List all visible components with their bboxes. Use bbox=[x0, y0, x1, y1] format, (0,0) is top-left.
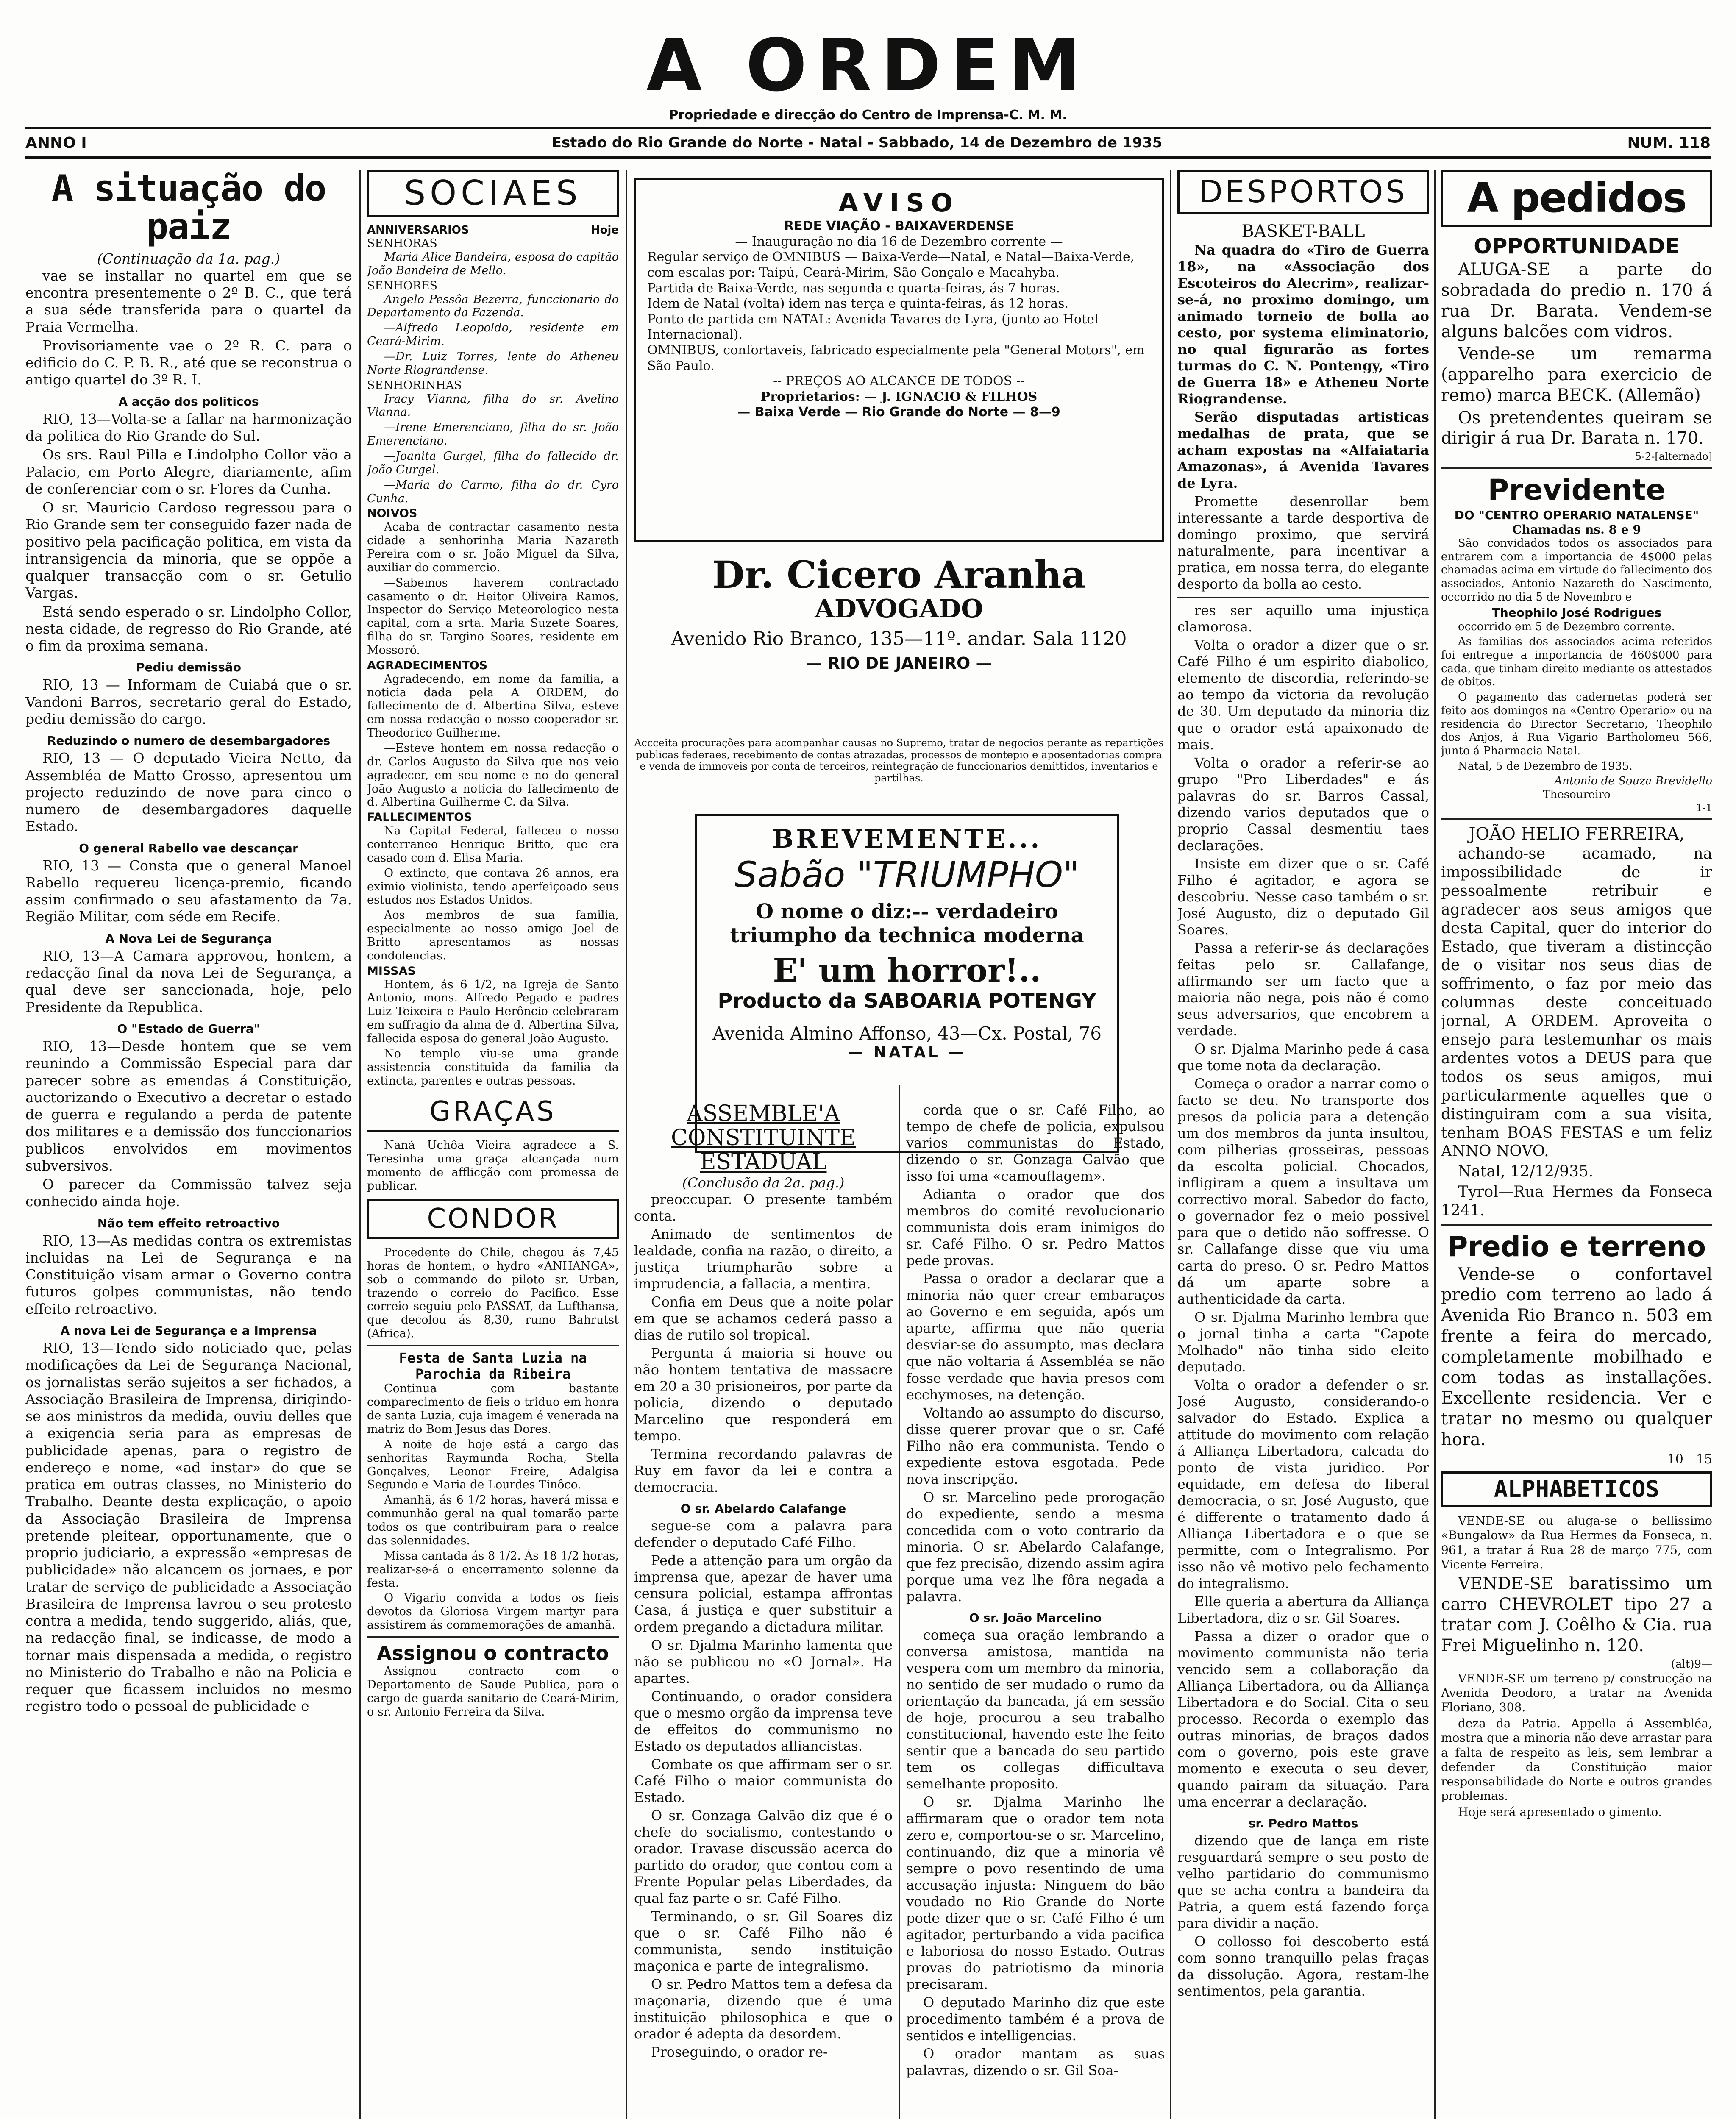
aviso-title: AVISO bbox=[838, 188, 960, 218]
paragraph: Maria Alice Bandeira, esposa do capitão João Bandeira de Mello. bbox=[367, 250, 619, 277]
aviso-line: Idem de Natal (volta) idem nas terça e quinta-feiras, ás 12 horas. bbox=[647, 296, 1069, 311]
issue-date: Estado do Rio Grande do Norte - Natal - Sabbado, 14 de Dezembro de 1935 bbox=[551, 134, 1163, 151]
paragraph: preoccupar. O presente também conta. bbox=[634, 1191, 893, 1224]
masthead bbox=[0, 24, 1736, 122]
ad-line: E' um horror!.. bbox=[773, 951, 1041, 989]
paragraph: Passa o orador a declarar que a minoria não quer crear embaraços ao Governo e em seguida, após um aparte, affirma que não queria desviar-se do assumpto, mas declara que não voltaria á Assembléa se não fosse verdade que havia presos com ecchymoses, na detenção. bbox=[906, 1271, 1165, 1403]
desportos-column bbox=[1177, 170, 1429, 2119]
paragraph: —Dr. Luiz Torres, lente do Atheneu Norte Riograndense. bbox=[367, 350, 619, 377]
lawyer-role: ADVOGADO bbox=[815, 594, 983, 624]
column-rule bbox=[359, 170, 361, 2119]
column-rule bbox=[899, 1085, 900, 2119]
paragraph: O deputado Marinho diz que este procedimento também é a prova de sentidos e intelligencias. bbox=[906, 1994, 1165, 2044]
paragraph: Missa cantada ás 8 1/2. Ás 18 1/2 horas, realizar-se-á o encerramento solenne da festa. bbox=[367, 1549, 619, 1590]
paragraph: Acaba de contractar casamento nesta cidade a senhorinha Maria Nazareth Pereira com o sr. João Miguel da Silva, auxiliar do commercio. bbox=[367, 520, 619, 574]
paragraph: O sr. Djalma Marinho lembra que o jornal tinha a carta "Capote Molhado" não tinha sido eleito deputado. bbox=[1177, 1309, 1429, 1375]
subheading: Hoje bbox=[590, 224, 619, 237]
paragraph: O sr. Djalma Marinho lamenta que não se publicou no «O Jornal». Ha apartes. bbox=[634, 1637, 893, 1686]
assemblea-article-continued bbox=[906, 1102, 1165, 2119]
aviso-line: Regular serviço de OMNIBUS — Baixa-Verde—Natal, e Natal—Baixa-Verde, com escalas por: Taipú, Ceará-Mirim, São Gonçalo e Macahyba. bbox=[647, 250, 1135, 280]
paragraph: Pede a attenção para um orgão da imprensa que, apezar de haver uma censura policial, estampa affrontas Casa, á justiça e quer substituir a ordem pregando a dictadura militar. bbox=[634, 1552, 893, 1635]
paragraph: —Alfredo Leopoldo, residente em Ceará-Mirim. bbox=[367, 321, 619, 348]
paragraph: No templo viu-se uma grande assistencia constituida da familia da extincta, parentes e outras pessoas. bbox=[367, 1047, 619, 1087]
paragraph: Elle queria a abertura da Alliança Libertadora, diz o sr. Gil Soares. bbox=[1177, 1593, 1429, 1627]
paragraph: Vende-se um remarma (apparelho para exercicio de remo) marca BECK. (Allemão) bbox=[1441, 344, 1712, 405]
issue-number: NUM. 118 bbox=[1627, 134, 1711, 152]
subheading: A acção dos politicos bbox=[118, 394, 259, 409]
paragraph: RIO, 13 — Informam de Cuiabá que o sr. Vandoni Barros, secretario geral do Estado, pediu demissão do cargo. bbox=[25, 676, 352, 727]
subheading: Pediu demissão bbox=[136, 660, 242, 675]
paragraph: O orador mantam as suas palavras, dizendo o sr. Gil Soa- bbox=[906, 2045, 1165, 2078]
paragraph: A noite de hoje está a cargo das senhoritas Raymunda Rocha, Stella Gonçalves, Leonor Freire, Adalgisa Segundo e Maria de Lourdes Tinôco. bbox=[367, 1438, 619, 1492]
aviso-line: — Baixa Verde — Rio Grande do Norte — 8—9 bbox=[737, 405, 1060, 420]
paragraph: RIO, 13 — Consta que o general Manoel Rabello requereu licença-premio, ficando assim confirmado o seu afastamento da 7a. Região Militar, com séde em Recife. bbox=[25, 857, 352, 925]
condor-header: CONDOR bbox=[367, 1199, 619, 1239]
paragraph: Combate os que affirmam ser o sr. Café Filho o maior communista do Estado. bbox=[634, 1756, 893, 1805]
subheading: Reduzindo o numero de desembargadores bbox=[47, 734, 331, 748]
ad-line: Producto da SABOARIA POTENGY bbox=[718, 989, 1096, 1013]
paragraph: achando-se acamado, na impossibilidade de ir pessoalmente retribuir e agradecer aos seus amigos que desta Capital, quer do interior do Estado, que tiveram a distincção de o visitar nos seus dias de soffrimento, o faz por meio das columnas deste conceituado jornal, A ORDEM. Aproveita o ensejo para testemunhar os mais ardentes votos a DEUS para que todos os seus amigos, mui particularmente aquelles que o distinguiram com a sua visita, tenham BOAS FESTAS e um feliz ANNO NOVO. bbox=[1441, 845, 1712, 1160]
paragraph: Procedente do Chile, chegou ás 7,45 horas de hontem, o hydro «ANHANGA», sob o commando do piloto sr. Urban, trazendo o correio do Pacifico. Esse correio seguiu pelo PASSAT, da Lufthansa, que decolou ás 8,30, rumo Bahrutst (Africa). bbox=[367, 1246, 619, 1340]
paragraph: Provisoriamente vae o 2º R. C. para o edificio do C. P. B. R., até que se reconstrua o antigo quartel do 3º R. I. bbox=[25, 337, 352, 388]
paragraph: RIO, 13—As medidas contra os extremistas incluidas na Lei de Segurança e na Constituição visam armar o Governo contra futuros golpes communistas, não tendo effeito retroactivo. bbox=[25, 1232, 352, 1317]
subheading: sr. Pedro Mattos bbox=[1248, 1816, 1358, 1830]
ad-ref: 10—15 bbox=[1667, 1452, 1712, 1467]
lawyer-address: Avenido Rio Branco, 135—11º. andar. Sala 1120 bbox=[671, 628, 1127, 650]
ad-line: Sabão "TRIUMPHO" bbox=[734, 854, 1079, 895]
headline: A situação do paiz bbox=[51, 170, 326, 248]
person-name: JOÃO HELIO FERREIRA, bbox=[1469, 824, 1685, 844]
subheading: Previdente bbox=[1488, 473, 1666, 507]
continuation-note: (Conclusão da 2a. pag.) bbox=[682, 1174, 845, 1191]
continuation-note: (Continuação da 1a. pag.) bbox=[97, 250, 280, 267]
assignou-header: Assignou o contracto bbox=[377, 1641, 609, 1665]
assemblea-header: ASSEMBLE'A CONSTITUINTE ESTADUAL bbox=[671, 1102, 856, 1175]
ad-line: O nome o diz:-- verdadeiro triumpho da technica moderna bbox=[730, 900, 1084, 947]
paragraph: —Joanita Gurgel, filha do fallecido dr. João Gurgel. bbox=[367, 449, 619, 476]
subheading: BASKET-BALL bbox=[1241, 221, 1365, 241]
paragraph: O collosso foi descoberto está com sonno tranquillo pelas fraças da dissolução. Agora, restam-lhe sentimentos, pela garantia. bbox=[1177, 1933, 1429, 1999]
paragraph: As familias dos associados acima referidos foi entregue a importancia de 460$000 para cada, que tinham direito mediante os attestados de obitos. bbox=[1441, 635, 1712, 689]
paragraph: Passa a dizer o orador que o movimento communista não teria vencido sem a collaboração da Alliança Libertadora, ou da Alliança Libertadora e do Social. Cita o seu processo. Recorda o exemplo das outras minorias, de braços dados com o governo, pois este grave momento e executa o seu dever, quando pairam da situação. Para uma encerrar a declaração. bbox=[1177, 1628, 1429, 1810]
paragraph: Continua com bastante comparecimento de fieis o triduo em honra de santa Luzia, cuja imagem é venerada na matriz do Bom Jesus das Dores. bbox=[367, 1382, 619, 1436]
paragraph: ALUGA-SE a parte do sobradada do predio n. 170 á rua Dr. Barata. Vendem-se alguns balcões com vidros. bbox=[1441, 260, 1712, 342]
paragraph: O Vigario convida a todos os fieis devotos da Gloriosa Virgem martyr para assistirem ás commemorações de amanhã. bbox=[367, 1591, 619, 1632]
aranha-ad bbox=[634, 555, 1164, 733]
paragraph: Terminando, o sr. Gil Soares diz que o sr. Café Filho não é communista, sendo instituição maçonica e parte de integralismo. bbox=[634, 1908, 893, 1974]
paragraph: O extincto, que contava 26 annos, era eximio violinista, tendo aperfeiçoado seus estudos nos Estados Unidos. bbox=[367, 866, 619, 907]
paragraph: VENDE-SE baratissimo um carro CHEVROLET tipo 27 a tratar com J. Coêlho & Cia. rua Frei Miguelinho n. 120. bbox=[1441, 1574, 1712, 1656]
paragraph: Proseguindo, o orador re- bbox=[651, 2044, 828, 2061]
paragraph: Volta o orador a defender o sr. José Augusto, considerando-o salvador do Estado. Explica a attitude do movimento com relação á Alliança Libertadora, calcada do ponto de vista juridico. Por equidade, em defesa do liberal democracia, o sr. José Augusto, que é differente o tratamento dado á Alliança Libertadora e o que se permitte, com o Integralismo. Por isso não vê motivo pelo fechamento do integralismo. bbox=[1177, 1377, 1429, 1592]
paragraph: Natal, 12/12/935. bbox=[1458, 1163, 1594, 1181]
paragraph: RIO, 13—A Camara approvou, hontem, a redacção final da nova Lei de Segurança, a qual deve ser sanccionada, hoje, pelo Presidente da Republica. bbox=[25, 947, 352, 1015]
paragraph: Hontem, ás 6 1/2, na Igreja de Santo Antonio, mons. Alfredo Pegado e padres Luiz Teixeira e Paulo Herôncio celebraram em suffragio da alma de d. Albertina Silva, fallecida esposa do general João Augusto. bbox=[367, 978, 619, 1046]
ad-ref: 5-2-[alternado] bbox=[1635, 450, 1712, 463]
newspaper-title: A ORDEM bbox=[646, 24, 1090, 108]
paragraph: Está sendo esperado o sr. Lindolpho Collor, nesta cidade, de regresso do Rio Grande, até o fim da proxima semana. bbox=[25, 603, 352, 654]
paragraph: —Esteve hontem em nossa redacção o dr. Carlos Augusto da Silva que nos veio agradecer, em seu nome e no do general João Augusto a noticia do fallecimento de d. Albertina Guilherme C. da Silva. bbox=[367, 742, 619, 809]
paragraph: Passa a referir-se ás declarações feitas pelo sr. Callafange, affirmando ser um facto que a maioria não nega, pois não é como seus adversarios, que encobrem a verdade. bbox=[1177, 940, 1429, 1039]
paragraph: —Maria do Carmo, filha do dr. Cyro Cunha. bbox=[367, 478, 619, 505]
paragraph: Termina recordando palavras de Ruy em favor da lei e contra a democracia. bbox=[634, 1446, 893, 1496]
paragraph: occorrido em 5 de Dezembro corrente. bbox=[1458, 620, 1675, 633]
paragraph: Continuando, o orador considera que o mesmo orgão da imprensa teve de effeitos do communismo no Estado os deputados alliancistas. bbox=[634, 1688, 893, 1754]
column-rule bbox=[626, 170, 627, 2119]
signature-title: Thesoureiro bbox=[1543, 788, 1611, 801]
ad-ref: 1-1 bbox=[1696, 801, 1712, 814]
dateline-bar bbox=[25, 127, 1711, 159]
paragraph: Natal, 5 de Dezembro de 1935. bbox=[1458, 759, 1633, 773]
paragraph: Adianta o orador que dos membros do comité revolucionario communista dois eram inimigos do sr. Café Filho. O sr. Pedro Mattos pede provas. bbox=[906, 1186, 1165, 1269]
sociaes-header: SOCIAES bbox=[367, 170, 619, 217]
subheading: O "Estado de Guerra" bbox=[117, 1021, 260, 1036]
festa-header: Festa de Santa Luzia na Parochia da Ribeira bbox=[399, 1349, 587, 1382]
paragraph: O parecer da Commissão talvez seja conhecido ainda hoje. bbox=[25, 1176, 352, 1210]
subheading: AGRADECIMENTOS bbox=[367, 659, 488, 672]
subheading: MISSAS bbox=[367, 964, 416, 978]
subheading: SENHORINHAS bbox=[367, 378, 462, 392]
paragraph: VENDE-SE um terreno p/ construcção na Avenida Deodoro, a tratar na Avenida Floriano, 308. bbox=[1441, 1671, 1712, 1715]
lawyer-name: Dr. Cicero Aranha bbox=[712, 555, 1086, 597]
paragraph: RIO, 13—Tendo sido noticiado que, pelas modificações da Lei de Segurança Nacional, os jornalistas serão sujeitos a ser fichados, a Associação Brasileira de Imprensa, dirigindo-se aos ministros da medida, ouviu delles que a exigencia seria para as empresas de publicidade apenas, para o registro de endereço e nome, «ad instar» do que se pratica em outras classes, no Ministerio do Trabalho. Deante desta explicação, o apoio da Associação Brasileira de Imprensa pretende pleitear, opportunamente, que o proprio judiciario, a expressão «empresas de publicidade» não alcancem os jornaes, e por tratar de serviço de publicidade a Associação Brasileira de Imprensa lavrou o seu protesto contra a medida, tendo suggerido, aliás, que, na redacção final, se indicasse, de modo a tornar mais dispensada a medida, o registro no Ministerio do Trabalho e não na Policia e requer que ficassem incluidos no mesmo registro todo o pessoal de publicidade e bbox=[25, 1340, 352, 1715]
paragraph: —Sabemos haverem contractado casamento o dr. Heitor Oliveira Ramos, Inspector do Serviço Meteorologico nesta capital, com a srta. Maria Suzete Soares, filha do sr. Targino Soares, residente em Mossoró. bbox=[367, 576, 619, 657]
paragraph: Na quadra do «Tiro de Guerra 18», na «Associação dos Escoteiros do Alecrim», realizar-se-á, no proximo domingo, um animado torneio de bolla ao cesto, por systema eliminatorio, no qual figurarão as fortes turmas do C. N. Pontengy, «Tiro de Guerra 18» e Atheneu Norte Riograndense. bbox=[1177, 242, 1429, 407]
paragraph: Os pretendentes queiram se dirigir á rua Dr. Barata n. 170. bbox=[1441, 408, 1712, 448]
apedidos-header: A pedidos bbox=[1441, 170, 1712, 227]
paragraph: RIO, 13—Desde hontem que se vem reunindo a Commissão Especial para dar parecer sobre as emendas á Constituição, auctorizando o Executivo a decretar o estado de guerra e regulando a perda de patente dos militares e a demissão dos funccionarios publicos envolvidos em movimentos subversivos. bbox=[25, 1038, 352, 1174]
subheading: OPPORTUNIDADE bbox=[1474, 234, 1680, 259]
lawyer-services: Accceita procurações para acompanhar causas no Supremo, tratar de negocios perante as repartições publicas federaes, recebimento de contas atrazadas, processos de montepio e aposentadorias compra e venda de immoveis por conta de terceiros, reintegração de funccionarios demittidos, inventarios e partilhas. bbox=[634, 737, 1164, 784]
paragraph: Começa o orador a narrar como o facto se deu. No transporte dos presos da policia para a detenção um dos membros da junta insultou, com pilherias grosseiras, pessoas da escolta policial. Chocados, infligiram a quem a insultava um correctivo moral. Sabedor do facto, o governador fez o meio possivel para que o detido não soffresse. O sr. Callafange disse que viu uma carta do preso. O sr. Pedro Mattos dá um aparte sobre a authenticidade da carta. bbox=[1177, 1076, 1429, 1307]
paragraph: O sr. Mauricio Cardoso regressou para o Rio Grande sem ter conseguido fazer nada de positivo pela pacificação politica, em vista da intransigencia da minoria, que se oppõe a qualquer transacção com o sr. Getulio Vargas. bbox=[25, 499, 352, 601]
paragraph: O pagamento das cadernetas poderá ser feito aos domingos na «Centro Operario» ou na residencia do Director Secretario, Theophilo dos Anjos, á Rua Vigario Bartholomeu 566, junto á Pharmacia Natal. bbox=[1441, 691, 1712, 758]
paragraph: —Irene Emerenciano, filha do sr. João Emerenciano. bbox=[367, 421, 619, 448]
paragraph: segue-se com a palavra para defender o deputado Café Filho. bbox=[634, 1518, 893, 1551]
paragraph: Amanhã, ás 6 1/2 horas, haverá missa e communhão geral na qual tomarão parte todos os que contribuiram para o realce das solennidades. bbox=[367, 1493, 619, 1547]
paragraph: O sr. Marcelino pede prorogação do expediente, sendo a mesma concedida com o voto contrario da minoria. O sr. Abelardo Calafange, que fez precisão, dizendo assim agira porque uma vez lhe fôra negada a palavra. bbox=[906, 1489, 1165, 1605]
subheading: FALLECIMENTOS bbox=[367, 811, 472, 824]
sociaes-column bbox=[367, 170, 619, 2119]
desportos-header: DESPORTOS bbox=[1177, 170, 1429, 214]
paragraph: Volta o orador a referir-se ao grupo "Pro Liberdades" e ás palavras do sr. Barros Cassal, dizendo varios deputados que o proprio Cassal desmentiu taes declarações. bbox=[1177, 754, 1429, 854]
paragraph: Voltando ao assumpto do discurso, disse querer provar que o sr. Café Filho não era communista. Tendo o expediente estova esgotada. Pede nova inscripção. bbox=[906, 1404, 1165, 1487]
paragraph: Animado de sentimentos de lealdade, confia na razão, o direito, a justiça triumpharão sobre a imprudencia, a fallacia, a mentira. bbox=[634, 1226, 893, 1292]
subheading: SENHORAS bbox=[367, 237, 437, 250]
issue-year: ANNO I bbox=[25, 134, 87, 152]
paragraph: começa sua oração lembrando a conversa amistosa, mantida na vespera com um membro da minoria, no sentido de ser mudado o rumo da orientação da bancada, já em sessão de hoje, procurou a seu trabalho constitucional, havendo este lhe feito sentir que a bancada do seu partido tem os collegas difficultava semelhante proposito. bbox=[906, 1627, 1165, 1792]
signature: Antonio de Souza Brevidello bbox=[1554, 775, 1712, 788]
column-rule bbox=[1170, 170, 1171, 2119]
assemblea-article bbox=[634, 1102, 893, 2119]
aviso-line: -- PREÇOS AO ALCANCE DE TODOS -- bbox=[773, 374, 1025, 389]
gracas-header: GRAÇAS bbox=[367, 1094, 619, 1132]
aviso-line: — Inauguração no dia 16 de Dezembro corrente — bbox=[735, 234, 1063, 249]
apedidos-column bbox=[1441, 170, 1712, 2119]
subheading: Predio e terreno bbox=[1447, 1230, 1706, 1263]
ad-line: Avenida Almino Affonso, 43—Cx. Postal, 76 bbox=[712, 1023, 1102, 1044]
paragraph: Volta o orador a dizer que o sr. Café Filho é um espirito diabolico, elemento de discordia, referindo-se ao tempo da victoria da revolução de 30. Um deputado da minoria diz que o orador está apaixonado de mais. bbox=[1177, 637, 1429, 753]
paragraph: Promette desenrollar bem interessante a tarde desportiva de domingo proximo, que servirá naturalmente, para incentivar a pratica, em nossa terra, do elegante desporto da bolla ao cesto. bbox=[1177, 493, 1429, 592]
paragraph: Confia em Deus que a noite polar em que se achamos cederá passo a dias de rutilo sol tropical. bbox=[634, 1293, 893, 1343]
subheading: O sr. João Marcelino bbox=[969, 1610, 1102, 1625]
ad-line: — NATAL — bbox=[848, 1044, 966, 1061]
subheading: Chamadas ns. 8 e 9 bbox=[1512, 522, 1641, 537]
lawyer-city: — RIO DE JANEIRO — bbox=[806, 654, 992, 673]
paragraph: Insiste em dizer que o sr. Café Filho é agitador, e agora se descobriu. Nesse caso também o sr. José Augusto, diz o deputado Gil Soares. bbox=[1177, 855, 1429, 938]
aviso-line: Partida de Baixa-Verde, nas segunda e quarta-feiras, ás 7 horas. bbox=[647, 281, 1060, 296]
ad-line: BREVEMENTE... bbox=[772, 824, 1042, 854]
aviso-line: Proprietarios: — J. IGNACIO & FILHOS bbox=[760, 389, 1038, 404]
aviso-line: Ponto de partida em NATAL: Avenida Tavares de Lyra, (junto ao Hotel Internacional). bbox=[647, 311, 1099, 342]
article-situacao-do-paiz bbox=[25, 170, 352, 2119]
aviso-subtitle: REDE VIAÇÃO - BAIXAVERDENSE bbox=[784, 219, 1014, 234]
newspaper-subtitle: Propriedade e direcção do Centro de Imprensa-C. M. M. bbox=[669, 108, 1067, 122]
paragraph: O sr. Djalma Marinho lhe affirmaram que o orador tem nota zero e, comportou-se o sr. Marcelino, continuando, diz que a minoria vê sempre o povo resentindo de uma accusação injusta: Ninguem do bão voudado no Rio Grande do Norte pode dizer que o sr. Café Filho é um agitador, perturbando a vida pacifica e laboriosa do nosso Estado. Outras provas do patriotismo da minoria precisaram. bbox=[906, 1794, 1165, 1992]
subheading: A Nova Lei de Segurança bbox=[105, 931, 272, 945]
subheading: O sr. Abelardo Calafange bbox=[680, 1502, 846, 1516]
paragraph: Angelo Pessôa Bezerra, funccionario do Departamento da Fazenda. bbox=[367, 292, 619, 320]
paragraph: vae se installar no quartel em que se encontra presentemente o 2º B. C., que terá a sua séde transferida para o quartel da Praia Vermelha. bbox=[25, 267, 352, 335]
paragraph: dizendo que de lança em riste resguardará sempre o seu posto de velho partidario do communismo que se acha contra a bandeira da Patria, a quem está fazendo força para dividir a nação. bbox=[1177, 1832, 1429, 1931]
subheading: Não tem effeito retroactivo bbox=[97, 1216, 280, 1230]
person-name: Theophilo José Rodrigues bbox=[1491, 606, 1662, 620]
aviso-ad bbox=[634, 178, 1164, 542]
paragraph: Serão disputadas artisticas medalhas de prata, que se acham expostas na «Alfaiataria Amazonas», á Avenida Tavares de Lyra. bbox=[1177, 409, 1429, 492]
paragraph: res ser aquillo uma injustiça clamorosa. bbox=[1177, 602, 1429, 635]
subheading: DO "CENTRO OPERARIO NATALENSE" bbox=[1454, 508, 1699, 522]
paragraph: O sr. Djalma Marinho pede á casa que tome nota da declaração. bbox=[1177, 1041, 1429, 1074]
subheading: ANNIVERSARIOS bbox=[367, 224, 469, 237]
paragraph: deza da Patria. Appella á Assembléa, mostra que a minoria não deve arrastar para a falta de respeito as leis, sem lembrar a defender da Constituição maior responsabilidade do Norte e outros grandes problemas. bbox=[1441, 1716, 1712, 1803]
paragraph: Aos membros de sua familia, especialmente ao nosso amigo Joel de Britto apresentamos as nossas condolencias. bbox=[367, 909, 619, 962]
paragraph: RIO, 13—Volta-se a fallar na harmonização da politica do Rio Grande do Sul. bbox=[25, 410, 352, 444]
paragraph: Assignou contracto com o Departamento de Saude Publica, para o cargo de guarda sanitario de Ceará-Mirim, o sr. Antonio Ferreira da Silva. bbox=[367, 1665, 619, 1719]
paragraph: Os srs. Raul Pilla e Lindolpho Collor vão a Palacio, em Porto Alegre, diariamente, afim de conferenciar com o sr. Flores da Cunha. bbox=[25, 446, 352, 497]
subheading: O general Rabello vae descançar bbox=[79, 841, 298, 855]
paragraph: VENDE-SE ou aluga-se o bellissimo «Bungalow» da Rua Hermes da Fonseca, n. 961, a tratar á Rua 28 de março 775, com Vicente Ferreira. bbox=[1441, 1514, 1712, 1571]
column-rule bbox=[1434, 170, 1436, 2119]
paragraph: Naná Uchôa Vieira agradece a S. Teresinha uma graça alcançada num momento de afflicção com promessa de publicar. bbox=[367, 1139, 619, 1193]
paragraph: Tyrol—Rua Hermes da Fonseca 1241. bbox=[1441, 1183, 1712, 1220]
paragraph: O sr. Gonzaga Galvão diz que é o chefe do socialismo, contestando o orador. Travase discussão acerca do partido do orador, que contou com a Frente Popular pelas Liberdades, da qual faz parte o sr. Café Filho. bbox=[634, 1807, 893, 1906]
ad-ref: (alt)9— bbox=[1671, 1658, 1712, 1671]
paragraph: Na Capital Federal, falleceu o nosso conterraneo Henrique Britto, que era casado com d. Elisa Maria. bbox=[367, 824, 619, 865]
paragraph: corda que o sr. Café Filho, ao tempo de chefe de policia, expulsou varios communistas do Estado, dizendo o sr. Gonzaga Galvão que isso foi uma «camouflagem». bbox=[906, 1102, 1165, 1185]
subheading: A nova Lei de Segurança e a Imprensa bbox=[60, 1323, 317, 1338]
paragraph: RIO, 13 — O deputado Vieira Netto, da Assembléa de Matto Grosso, apresentou um projecto reduzindo de nove para cinco o numero de desembargadores daquelle Estado. bbox=[25, 750, 352, 835]
paragraph: O sr. Pedro Mattos tem a defesa da maçonaria, dizendo que é uma instituição philosophica e que o orador é adepta da desordem. bbox=[634, 1976, 893, 2042]
paragraph: Pergunta á maioria si houve ou não hontem tentativa de massacre em 20 a 30 prisioneiros, por parte da policia, dizendo o deputado Marcelino que responderá em tempo. bbox=[634, 1345, 893, 1444]
paragraph: Iracy Vianna, filha do sr. Avelino Vianna. bbox=[367, 392, 619, 419]
paragraph: Hoje será apresentado o gimento. bbox=[1458, 1805, 1662, 1819]
subheading: NOIVOS bbox=[367, 507, 417, 520]
alphabeticos-header: ALPHABETICOS bbox=[1441, 1471, 1712, 1507]
aviso-line: OMNIBUS, confortaveis, fabricado especialmente pela "General Motors", em São Paulo. bbox=[647, 342, 1145, 373]
subheading: SENHORES bbox=[367, 279, 438, 292]
paragraph: São convidados todos os associados para entrarem com a importancia de 4$000 pelas chamadas acima em virtude do fallecimento dos associados, Antonio Nazareth do Nascimento, occorrido no dia 5 de Novembro e bbox=[1441, 537, 1712, 603]
paragraph: Vende-se o confortavel predio com terreno ao lado á Avenida Rio Branco n. 503 em frente a feira do mercado, completamente mobilhado e com todas as installações. Excellente residencia. Ver e tratar no mesmo ou qualquer hora. bbox=[1441, 1264, 1712, 1449]
paragraph: Agradecendo, em nome da familia, a noticia dada pela A ORDEM, do fallecimento de d. Albertina Silva, esteve em nossa redacção o nosso cooperador sr. Theodorico Guilherme. bbox=[367, 672, 619, 740]
